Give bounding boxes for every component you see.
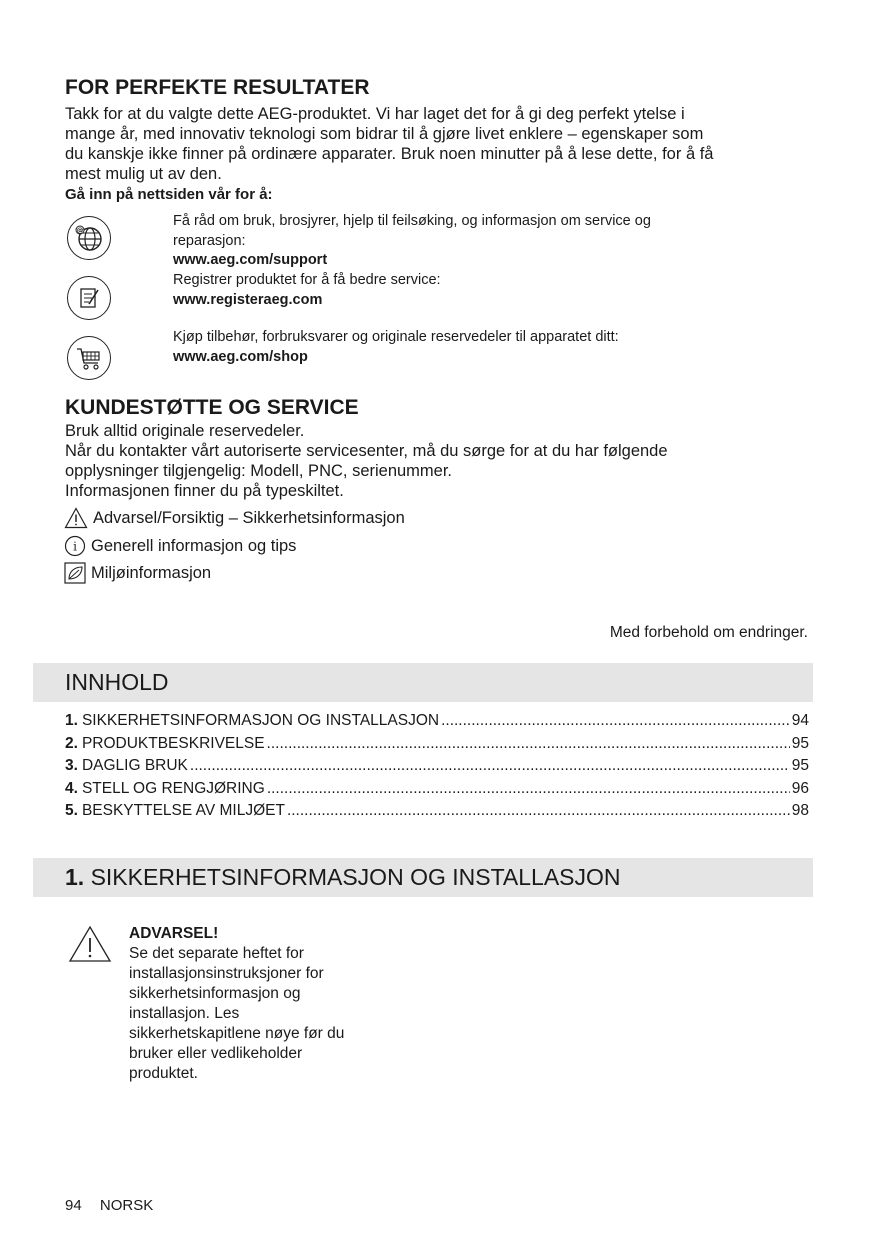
toc-item-label: SIKKERHETSINFORMASJON OG INSTALLASJON xyxy=(81,712,440,729)
toc-item-page: 95 xyxy=(791,757,809,774)
toc-leader xyxy=(190,757,790,775)
cs-line: Når du kontakter vårt autoriserte servicesenter, må du sørge for at du har følgende xyxy=(65,442,668,460)
info-icon xyxy=(64,535,86,557)
toc-item[interactable] xyxy=(65,712,809,735)
contents-band xyxy=(33,663,813,702)
toc-item-number: 1. xyxy=(65,712,78,729)
section1-band xyxy=(33,858,813,897)
toc-item[interactable] xyxy=(65,780,809,803)
contents-title: INNHOLD xyxy=(65,669,169,695)
toc-item-label: STELL OG RENGJØRING xyxy=(81,779,265,797)
warning-title: ADVARSEL! xyxy=(129,925,219,942)
shop-text: Kjøp tilbehør, forbruksvarer og originale reservedeler til apparatet ditt: xyxy=(173,329,619,345)
register-text: Registrer produktet for å få bedre service: xyxy=(173,272,441,288)
warning-line: sikkerhetskapitlene nøye før du xyxy=(129,1025,345,1042)
warning-line: installasjon. Les xyxy=(129,1005,240,1022)
toc-item-label: BESKYTTELSE AV MILJØET xyxy=(81,802,285,819)
toc-item-number: 4. xyxy=(65,779,78,797)
notepad-pencil-icon xyxy=(67,276,111,320)
warning-block xyxy=(129,924,344,1084)
toc-item-number: 3. xyxy=(65,757,78,774)
symbol-info-row xyxy=(64,535,296,557)
intro-line: mange år, med innovativ teknologi som bidrar til å gjøre livet enklere – egenskaper som xyxy=(65,125,704,143)
symbol-env-row xyxy=(64,562,211,584)
toc-leader xyxy=(267,735,790,753)
warning-line: Se det separate heftet for xyxy=(129,945,304,962)
website-heading: Gå inn på nettsiden vår for å: xyxy=(65,186,273,203)
warning-triangle-icon xyxy=(64,507,88,529)
intro-title: FOR PERFEKTE RESULTATER xyxy=(65,76,370,99)
footer-page-number: 94 xyxy=(65,1197,82,1214)
intro-paragraph xyxy=(65,104,825,184)
customer-service-title: KUNDESTØTTE OG SERVICE xyxy=(65,396,359,419)
toc-item-page: 94 xyxy=(791,712,809,729)
toc-item-page: 96 xyxy=(791,779,809,797)
toc-item[interactable] xyxy=(65,735,809,758)
warning-triangle-icon xyxy=(68,925,112,963)
shopping-cart-icon xyxy=(67,336,111,380)
toc-item-page: 95 xyxy=(791,734,809,752)
globe-icon xyxy=(67,216,111,260)
support-block xyxy=(173,212,651,271)
intro-line: Takk for at du valgte dette AEG-produktet. Vi har laget det for å gi deg perfekt ytelse i xyxy=(65,105,685,123)
cs-line: Bruk alltid originale reservedeler. xyxy=(65,422,305,440)
cs-line: Informasjonen finner du på typeskiltet. xyxy=(65,482,344,500)
customer-service-text xyxy=(65,421,825,501)
symbol-warning-label: Advarsel/Forsiktig – Sikkerhetsinformasjon xyxy=(93,508,405,527)
toc-item[interactable] xyxy=(65,757,809,780)
svg-text:@: @ xyxy=(76,226,84,235)
cs-line: opplysninger tilgjengelig: Modell, PNC, serienummer. xyxy=(65,462,453,480)
symbol-info-label: Generell informasjon og tips xyxy=(91,536,297,555)
disclaimer: Med forbehold om endringer. xyxy=(609,624,808,641)
section1-title: SIKKERHETSINFORMASJON OG INSTALLASJON xyxy=(90,864,621,890)
support-text: reparasjon: xyxy=(173,232,246,249)
warning-line: sikkerhetsinformasjon og xyxy=(129,985,301,1002)
warning-line: produktet. xyxy=(129,1065,198,1082)
shop-block xyxy=(173,328,619,367)
toc-leader xyxy=(267,780,790,798)
support-text: Få råd om bruk, brosjyrer, hjelp til feilsøking, og informasjon om service og xyxy=(173,213,651,229)
section1-heading xyxy=(65,864,621,891)
toc-item-number: 5. xyxy=(65,802,78,819)
symbol-env-label: Miljøinformasjon xyxy=(91,563,212,582)
footer-language: NORSK xyxy=(99,1197,154,1214)
shop-url-link[interactable]: www.aeg.com/shop xyxy=(173,348,308,365)
register-url-link[interactable]: www.registeraeg.com xyxy=(173,291,323,308)
warning-line: bruker eller vedlikeholder xyxy=(129,1045,303,1062)
toc-item-label: PRODUKTBESKRIVELSE xyxy=(81,734,265,752)
toc-item[interactable] xyxy=(65,802,809,825)
footer xyxy=(65,1197,153,1214)
section1-number: 1. xyxy=(65,864,85,890)
toc-leader xyxy=(441,712,790,730)
support-url-link[interactable]: www.aeg.com/support xyxy=(173,252,328,268)
register-block xyxy=(173,271,441,310)
toc-leader xyxy=(287,802,790,820)
svg-text:i: i xyxy=(73,539,77,554)
toc-item-page: 98 xyxy=(791,802,809,819)
symbol-warning-row xyxy=(64,507,405,529)
intro-line: mest mulig ut av den. xyxy=(65,165,222,183)
warning-line: installasjonsinstruksjoner for xyxy=(129,965,324,982)
intro-line: du kanskje ikke finner på ordinære apparater. Bruk noen minutter på å lese dette, for å få xyxy=(65,145,714,163)
leaf-icon xyxy=(64,562,86,584)
toc-item-label: DAGLIG BRUK xyxy=(81,757,188,774)
toc-item-number: 2. xyxy=(65,734,78,752)
table-of-contents xyxy=(65,712,809,825)
